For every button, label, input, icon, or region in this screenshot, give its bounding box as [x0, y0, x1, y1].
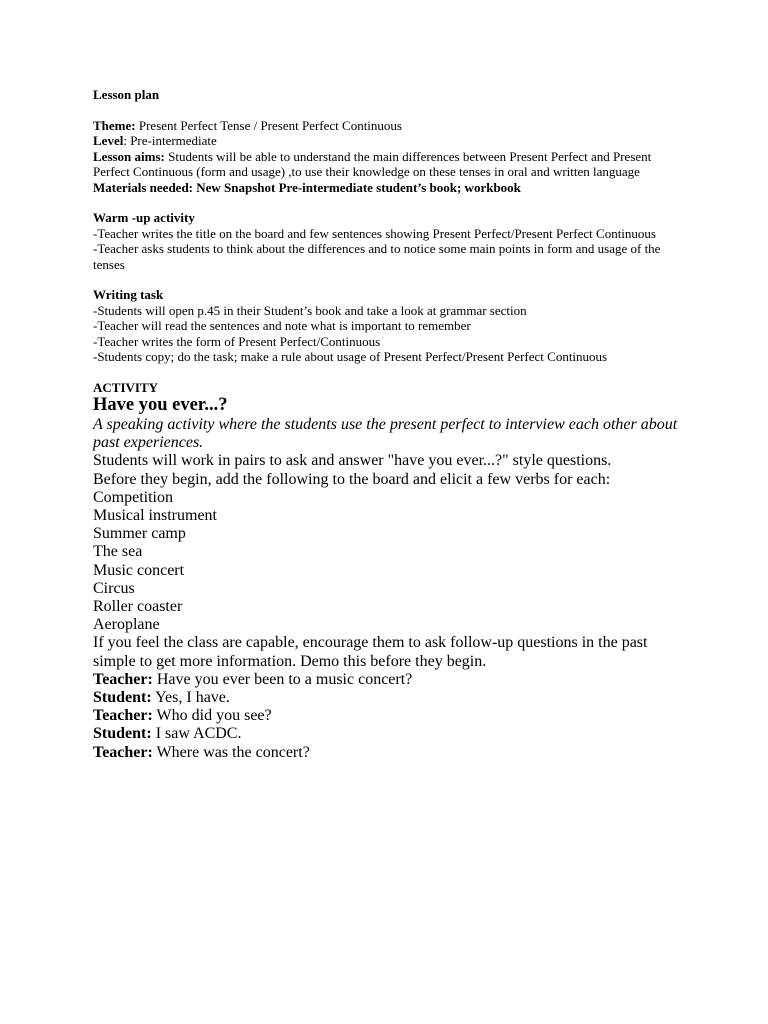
warmup-heading: Warm -up activity: [93, 210, 195, 225]
dialogue-speaker: Student:: [93, 689, 152, 707]
document-content: [93, 87, 683, 762]
writing-line: -Students will open p.45 in their Student’s book and take a look at grammar section: [93, 302, 527, 318]
list-item: Roller coaster: [93, 598, 183, 616]
dialogue-line: [93, 707, 683, 725]
level-value: : Pre-intermediate: [123, 133, 217, 148]
writing-heading: Writing task: [93, 287, 164, 302]
theme-line: [93, 118, 683, 134]
aims-value: Students will be able to understand the main differences between Present Perfect and Present Perfect Continuous (form and usage) ,to use their knowledge on these tenses in oral and written language: [93, 148, 652, 179]
dialogue-speaker: Teacher:: [93, 670, 153, 688]
list-item: The sea: [93, 543, 143, 561]
dialogue-speaker: Student:: [93, 725, 152, 743]
list-item: Circus: [93, 579, 135, 597]
list-item: Competition: [93, 488, 173, 506]
writing-line: -Teacher writes the form of Present Perfect/Continuous: [93, 333, 381, 349]
dialogue-line: [93, 744, 683, 762]
activity-followup: If you feel the class are capable, encourage them to ask follow-up questions in the past simple to get more information. Demo this before they begin.: [93, 634, 648, 670]
writing-line: -Teacher will read the sentences and note what is important to remember: [93, 318, 471, 333]
dialogue-text: Have you ever been to a music concert?: [152, 670, 413, 688]
list-item: Music concert: [93, 561, 185, 579]
writing-line: -Students copy; do the task; make a rule about usage of Present Perfect/Present Perfect Continuous: [93, 349, 608, 364]
materials-line: Materials needed: New Snapshot Pre-intermediate student’s book; workbook: [93, 179, 521, 195]
aims-label: Lesson aims:: [93, 148, 165, 164]
warmup-line: -Teacher asks students to think about the differences and to notice some main points in form and usage of the tenses: [93, 241, 661, 272]
level-label: Level: [93, 133, 124, 148]
activity-subtitle: A speaking activity where the students use the present perfect to interview each other about past experiences.: [93, 416, 678, 452]
dialogue-text: Who did you see?: [152, 707, 272, 725]
dialogue-text: Yes, I have.: [151, 689, 230, 707]
activity-intro: Before they begin, add the following to the board and elicit a few verbs for each:: [93, 470, 611, 488]
activity-intro: Students will work in pairs to ask and answer "have you ever...?" style questions.: [93, 452, 612, 470]
document-title: Lesson plan: [93, 87, 160, 102]
dialogue-speaker: Teacher:: [93, 743, 153, 761]
dialogue-text: I saw ACDC.: [151, 725, 242, 743]
list-item: Musical instrument: [93, 507, 217, 525]
dialogue-speaker: Teacher:: [93, 707, 153, 725]
aims-line: [93, 149, 683, 180]
list-item: Aeroplane: [93, 616, 160, 634]
theme-value: Present Perfect Tense / Present Perfect Continuous: [135, 117, 402, 133]
level-line: [93, 133, 683, 149]
theme-label: Theme:: [93, 117, 136, 133]
list-item: Summer camp: [93, 525, 186, 543]
activity-label: ACTIVITY: [93, 379, 159, 395]
dialogue-line: [93, 671, 683, 689]
activity-title: Have you ever...?: [93, 395, 228, 415]
dialogue-line: [93, 725, 683, 743]
dialogue-line: [93, 689, 683, 707]
dialogue-text: Where was the concert?: [152, 743, 310, 761]
warmup-line: -Teacher writes the title on the board and few sentences showing Present Perfect/Present Perfect Continuous: [93, 225, 656, 241]
